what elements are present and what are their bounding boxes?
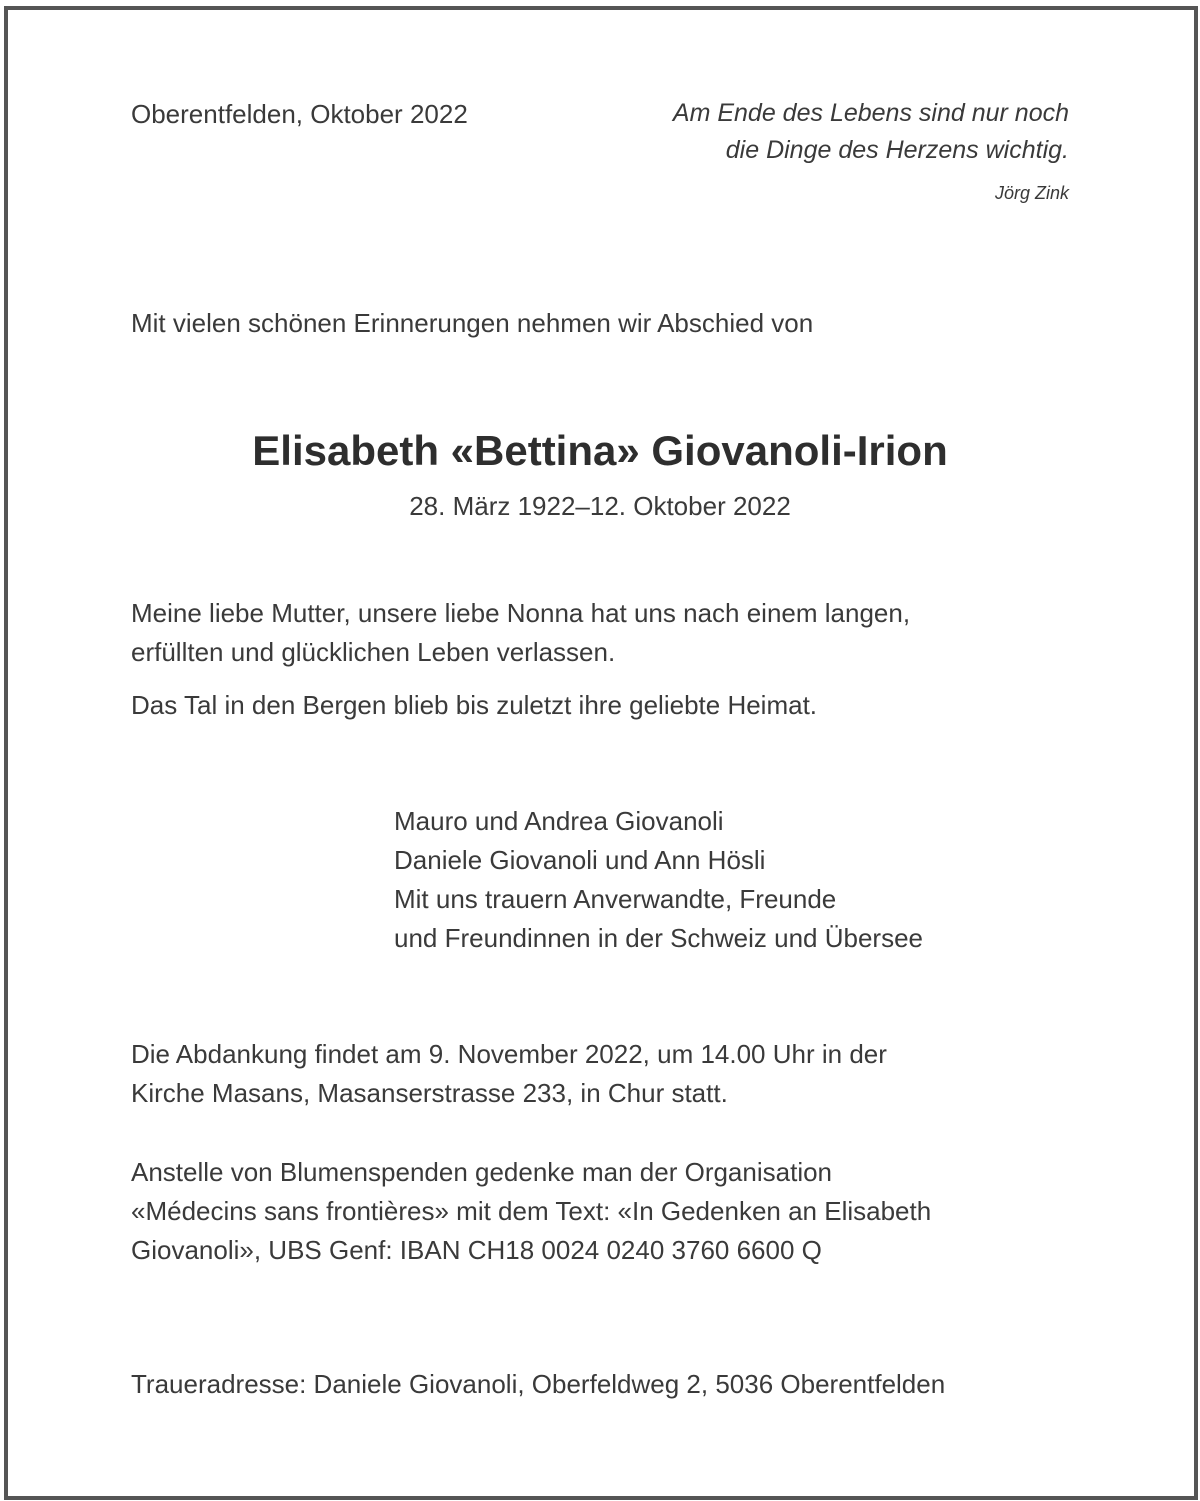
life-dates: 28. März 1922–12. Oktober 2022: [409, 491, 791, 521]
message-paragraph: [131, 594, 910, 672]
deceased-name: Elisabeth «Bettina» Giovanoli-Irion: [252, 427, 948, 474]
notice-border: [4, 6, 1198, 1500]
donation-line: «Médecins sans frontières» mit dem Text: «In Gedenken an Elisabeth: [131, 1196, 932, 1226]
mourner-line: Mauro und Andrea Giovanoli: [394, 806, 724, 836]
ceremony-line: Kirche Masans, Masanserstrasse 233, in Chur statt.: [131, 1078, 728, 1108]
donation-line: Giovanoli», UBS Genf: IBAN CH18 0024 0240 3760 6600 Q: [131, 1235, 822, 1265]
quote-line: Am Ende des Lebens sind nur noch: [672, 99, 1069, 127]
homeland-paragraph: Das Tal in den Bergen blieb bis zuletzt ihre geliebte Heimat.: [131, 690, 818, 720]
quote-author: Jörg Zink: [994, 183, 1069, 203]
intro-text: Mit vielen schönen Erinnerungen nehmen wir Abschied von: [131, 308, 814, 338]
ceremony-info: [131, 1035, 887, 1113]
donation-info: [131, 1153, 931, 1270]
message-line: Meine liebe Mutter, unsere liebe Nonna hat uns nach einem langen,: [131, 598, 911, 628]
message-line: erfüllten und glücklichen Leben verlassen.: [131, 637, 616, 667]
place-date: Oberentfelden, Oktober 2022: [131, 99, 468, 129]
ceremony-line: Die Abdankung findet am 9. November 2022, um 14.00 Uhr in der: [131, 1039, 887, 1069]
mourning-address: Traueradresse: Daniele Giovanoli, Oberfeldweg 2, 5036 Oberentfelden: [131, 1369, 946, 1399]
mourner-line: Daniele Giovanoli und Ann Hösli: [394, 845, 766, 875]
mourner-line: und Freundinnen in der Schweiz und Übersee: [394, 923, 924, 953]
mourner-line: Mit uns trauern Anverwandte, Freunde: [394, 884, 837, 914]
epigraph-quote: [673, 95, 1069, 169]
mourners-list: [394, 802, 923, 958]
donation-line: Anstelle von Blumenspenden gedenke man der Organisation: [131, 1157, 833, 1187]
quote-line: die Dinge des Herzens wichtig.: [725, 136, 1069, 164]
